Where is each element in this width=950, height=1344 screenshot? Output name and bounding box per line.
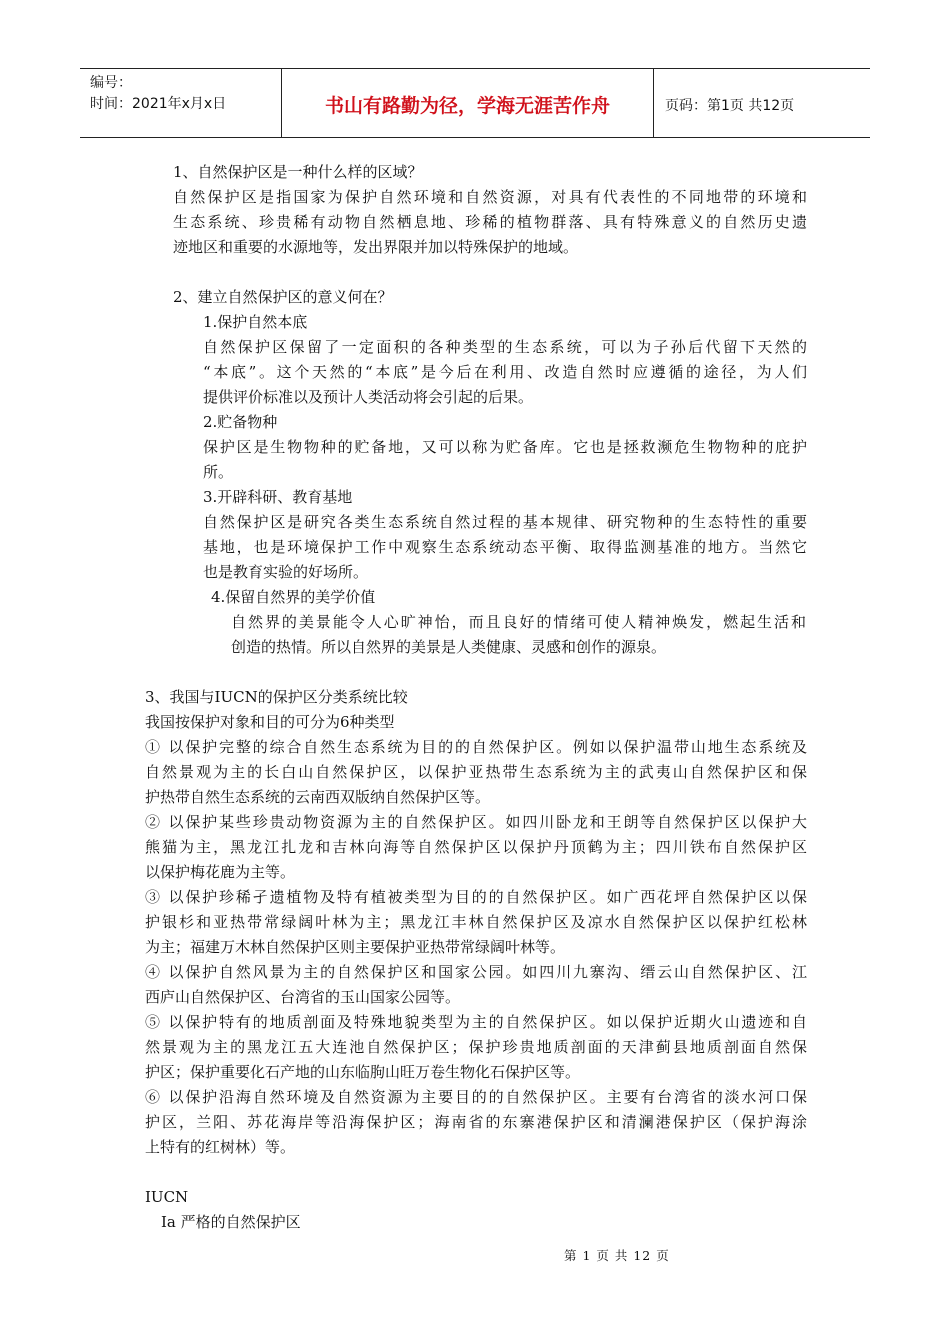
header-meta-cell: [80, 69, 282, 137]
section-2-item-line: 创造的热情。所以自然界的美景是人类健康、灵感和创作的源泉。: [231, 638, 667, 656]
section-3-line: ⑥ 以保护沿海自然环境及自然资源为主要目的的自然保护区。主要有台湾省的淡水河口保: [145, 1088, 807, 1106]
section-2-item-line: 所。: [203, 463, 234, 481]
section-3-line: ② 以保护某些珍贵动物资源为主的自然保护区。如四川卧龙和王朗等自然保护区以保护大: [145, 813, 807, 831]
document-time-label: 时间：2021年x月x日: [90, 96, 227, 112]
section-1-line: 生态系统、珍贵稀有动物自然栖息地、珍稀的植物群落、具有特殊意义的自然历史遗: [173, 213, 807, 231]
section-3-title: 3、我国与IUCN的保护区分类系统比较: [145, 688, 408, 706]
section-4-title: IUCN: [145, 1188, 189, 1206]
section-3-line: 自然景观为主的长白山自然保护区，以保护亚热带生态系统为主的武夷山自然保护区和保: [145, 763, 807, 781]
section-1-title: 1、自然保护区是一种什么样的区域？: [173, 163, 423, 181]
section-3-line: 西庐山自然保护区、台湾省的玉山国家公园等。: [145, 988, 461, 1006]
section-3-line: 然景观为主的黑龙江五大连池自然保护区；保护珍贵地质剖面的天津蓟县地质剖面自然保: [145, 1038, 807, 1056]
section-2-item-heading: 3.开辟科研、教育基地: [203, 488, 353, 506]
header-motto: 书山有路勤为径，学海无涯苦作舟: [282, 69, 654, 137]
section-2-item-heading: 2.贮备物种: [203, 413, 278, 431]
section-3-line: 上特有的红树林）等。: [145, 1138, 296, 1156]
section-2-item-heading: 1.保护自然本底: [203, 313, 308, 331]
section-3-line: 熊猫为主，黑龙江扎龙和吉林向海等自然保护区以保护丹顶鹤为主；四川铁布自然保护区: [145, 838, 807, 856]
section-3-line: 护热带自然生态系统的云南西双版纳自然保护区等。: [145, 788, 491, 806]
section-2-item-line: 基地，也是环境保护工作中观察生态系统动态平衡、取得监测基准的地方。当然它: [203, 538, 807, 556]
section-3-line: ④ 以保护自然风景为主的自然保护区和国家公园。如四川九寨沟、缙云山自然保护区、江: [145, 963, 807, 981]
page-header: [80, 68, 870, 138]
section-1-line: 自然保护区是指国家为保护自然环境和自然资源，对具有代表性的不同地带的环境和: [173, 188, 807, 206]
section-2-item-line: “本底”。这个天然的“本底”是今后在利用、改造自然时应遵循的途径，为人们: [203, 363, 807, 381]
section-3-intro: 我国按保护对象和目的可分为6种类型: [145, 713, 395, 731]
section-2-title: 2、建立自然保护区的意义何在？: [173, 288, 393, 306]
section-1-line: 迹地区和重要的水源地等，发出界限并加以特殊保护的地域。: [173, 238, 579, 256]
section-3-line: 护区，兰阳、苏花海岸等沿海保护区；海南省的东寨港保护区和清澜港保护区（保护海涂: [145, 1113, 807, 1131]
page-footer: 第 1 页 共 12 页: [564, 1248, 670, 1263]
section-3-line: 护银杉和亚热带常绿阔叶林为主；黑龙江丰林自然保护区及凉水自然保护区以保护红松林: [145, 913, 807, 931]
section-3-line: 护区；保护重要化石产地的山东临朐山旺万卷生物化石保护区等。: [145, 1063, 581, 1081]
section-3-line: 为主；福建万木林自然保护区则主要保护亚热带常绿阔叶林等。: [145, 938, 566, 956]
section-2-item-line: 也是教育实验的好场所。: [203, 563, 369, 581]
section-2-item-line: 保护区是生物物种的贮备地，又可以称为贮备库。它也是拯救濒危生物物种的庇护: [203, 438, 807, 456]
header-page-info: 页码：第1页 共12页: [665, 97, 795, 114]
section-3-line: ⑤ 以保护特有的地质剖面及特殊地貌类型为主的自然保护区。如以保护近期火山遗迹和自: [145, 1013, 807, 1031]
section-2-item-line: 提供评价标准以及预计人类活动将会引起的后果。: [203, 388, 534, 406]
section-3-line: ③ 以保护珍稀孑遗植物及特有植被类型为目的的自然保护区。如广西花坪自然保护区以保: [145, 888, 807, 906]
section-4-item: Ia 严格的自然保护区: [161, 1213, 301, 1231]
section-3-line: ① 以保护完整的综合自然生态系统为目的的自然保护区。例如以保护温带山地生态系统及: [145, 738, 807, 756]
section-2-item-heading: 4.保留自然界的美学价值: [211, 588, 376, 606]
section-3-line: 以保护梅花鹿为主等。: [145, 863, 296, 881]
section-2-item-line: 自然保护区保留了一定面积的各种类型的生态系统，可以为子孙后代留下天然的: [203, 338, 807, 356]
document-number-label: 编号：: [90, 75, 132, 91]
section-2-item-line: 自然界的美景能令人心旷神怡，而且良好的情绪可使人精神焕发，燃起生活和: [231, 613, 806, 631]
section-2-item-line: 自然保护区是研究各类生态系统自然过程的基本规律、研究物种的生态特性的重要: [203, 513, 807, 531]
